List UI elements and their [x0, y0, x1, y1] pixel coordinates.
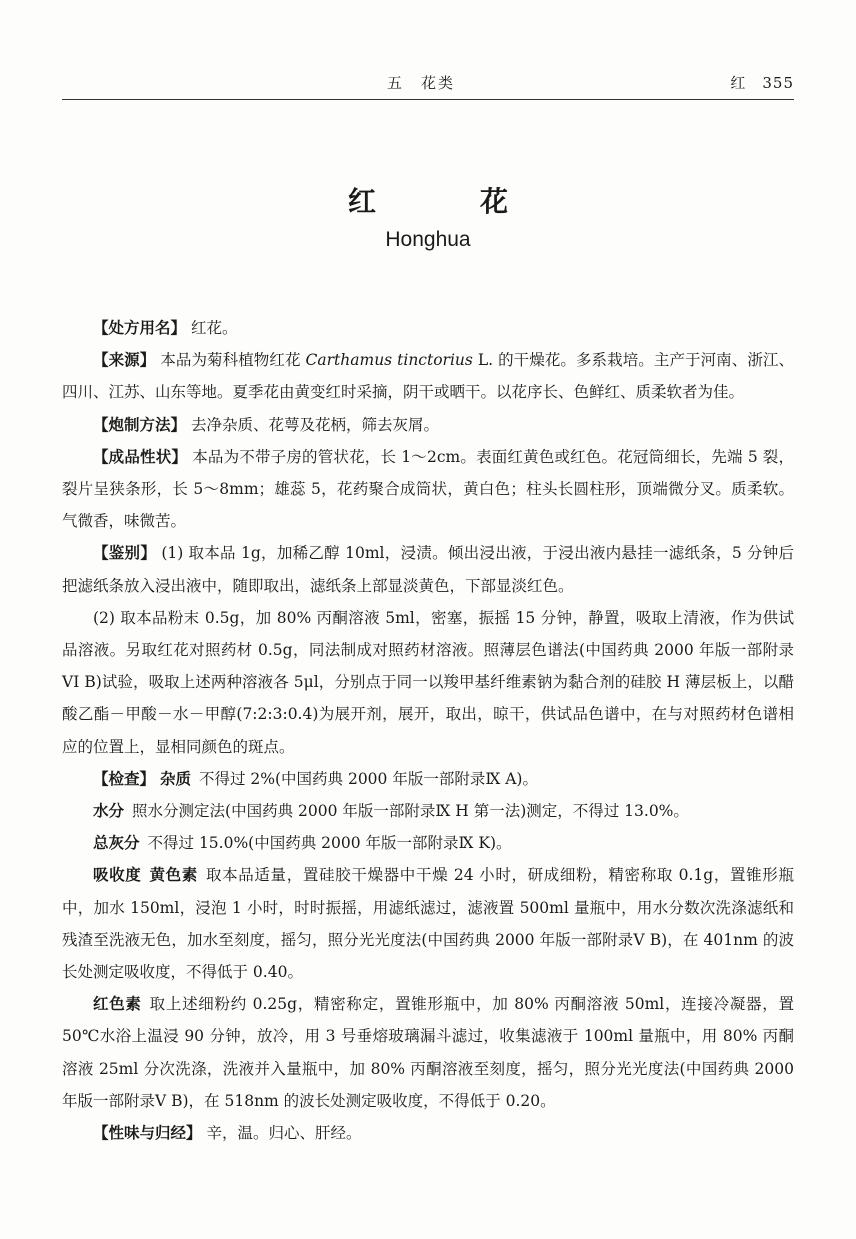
section-title: 五 花类: [387, 74, 456, 92]
header-rule: [62, 99, 794, 100]
entry-text: 本品为菊科植物红花: [160, 351, 306, 370]
entry-text: 辛，温。归心、肝经。: [206, 1124, 362, 1143]
entry-inspection-absorbance-red: [62, 988, 794, 1117]
entry-inspection-moisture: [62, 795, 794, 827]
sub-label: 红色素: [93, 995, 142, 1014]
entry-text: 取本品适量，置硅胶干燥器中干燥 24 小时，研成细粉，精密称取 0.1g，置锥形瓶中，加水 150ml，浸泡 1 小时，时时振摇，用滤纸滤过，滤液置 500ml 量瓶中，用水分数次洗涤滤纸和残渣至洗液无色，加水至刻度，摇匀，照分光光度法(中国药典 2000 年版一部附录Ⅴ B)，在 401nm 的波长处测定吸收度，不得低于 0.40。: [62, 866, 794, 982]
sub-label: 黄色素: [149, 866, 198, 885]
sub-label: 吸收度: [93, 866, 142, 885]
entry-text: (1) 取本品 1g，加稀乙醇 10ml，浸渍。倾出浸出液，于浸出液内悬挂一滤纸条，5 分钟后把滤纸条放入浸出液中，随即取出，滤纸条上部显淡黄色，下部显淡红色。: [62, 544, 794, 595]
page-number: 红 355: [730, 74, 794, 92]
entry-text: 取上述细粉约 0.25g，精密称定，置锥形瓶中，加 80% 丙酮溶液 50ml，连接冷凝器，置 50℃水浴上温浸 90 分钟，放冷，用 3 号垂熔玻璃漏斗滤过，收集滤液于 100ml 量瓶中，用 80% 丙酮溶液 25ml 分次洗涤，洗液并入量瓶中，加 80% 丙酮溶液至刻度，摇匀，照分光光度法(中国药典 2000 年版一部附录Ⅴ B)，在 518nm 的波长处测定吸收度，不得低于 0.20。: [62, 995, 794, 1110]
latin-name: Carthamus tinctorius: [305, 351, 473, 370]
entry-inspection-impurity: [62, 763, 794, 795]
entry-identification-2: (2) 取本品粉末 0.5g，加 80% 丙酮溶液 5ml，密塞，振摇 15 分钟，静置，吸取上清液，作为供试品溶液。另取红花对照药材 0.5g，同法制成对照药材溶液。照薄层色谱法(中国药典 2000 年版一部附录 VI B)试验，吸取上述两种溶液各 5μl，分别点于同一以羧甲基纤维素钠为黏合剂的硅胶 H 薄层板上，以醋酸乙酯－甲酸－水－甲醇(7:2:3:0.4)为展开剂，展开，取出，晾干，供试品色谱中，在与对照药材色谱相应的位置上，显相同颜色的斑点。: [62, 608, 794, 756]
entry-label: 【炮制方法】: [93, 415, 187, 434]
entry-source: [62, 344, 794, 408]
sub-label: 水分: [93, 802, 125, 821]
entry-inspection-ash: [62, 827, 794, 859]
entry-label: 【鉴别】: [93, 544, 157, 563]
sub-label: 总灰分: [93, 834, 140, 853]
entry-nature-meridian: [62, 1117, 794, 1149]
page-title: 红 花: [347, 185, 546, 218]
entry-text: 去净杂质、花萼及花柄，筛去灰屑。: [190, 415, 439, 434]
entry-text: 本品为不带子房的管状花，长 1～2cm。表面红黄色或红色。花冠筒细长，先端 5 裂，裂片呈狭条形，长 5～8mm；雄蕊 5，花药聚合成筒状，黄白色；柱头长圆柱形，顶端微分叉。质柔软。气微香，味微苦。: [62, 447, 794, 531]
entry-inspection-absorbance-yellow: [62, 859, 794, 988]
entry-characteristics: [62, 441, 794, 538]
monograph-body: [62, 312, 794, 1149]
pinyin-title: Honghua: [385, 228, 471, 251]
sub-label: 杂质: [159, 769, 191, 788]
entry-label: 【处方用名】: [93, 319, 187, 337]
entry-label: 【来源】: [93, 351, 156, 370]
running-header: [62, 70, 794, 98]
entry-processing: [62, 409, 794, 441]
entry-prescription-name: [62, 312, 794, 344]
entry-identification: [62, 537, 794, 601]
entry-text: 不得过 2%(中国药典 2000 年版一部附录Ⅸ A)。: [198, 769, 538, 788]
entry-text: 照水分测定法(中国药典 2000 年版一部附录Ⅸ H 第一法)测定，不得过 13.0%。: [132, 802, 689, 821]
entry-label: 【成品性状】: [93, 447, 188, 466]
entry-label: 【性味与归经】: [93, 1124, 202, 1143]
entry-text: 不得过 15.0%(中国药典 2000 年版一部附录Ⅸ K)。: [147, 834, 512, 853]
entry-text: L. 的干燥花。多系栽培。主产于河南、浙江、四川、江苏、山东等地。夏季花由黄变红时采摘，阴干或晒干。以花序长、色鲜红、质柔软者为佳。: [62, 351, 794, 402]
entry-label: 【检查】: [93, 769, 156, 788]
entry-text: 红花。: [190, 319, 238, 337]
